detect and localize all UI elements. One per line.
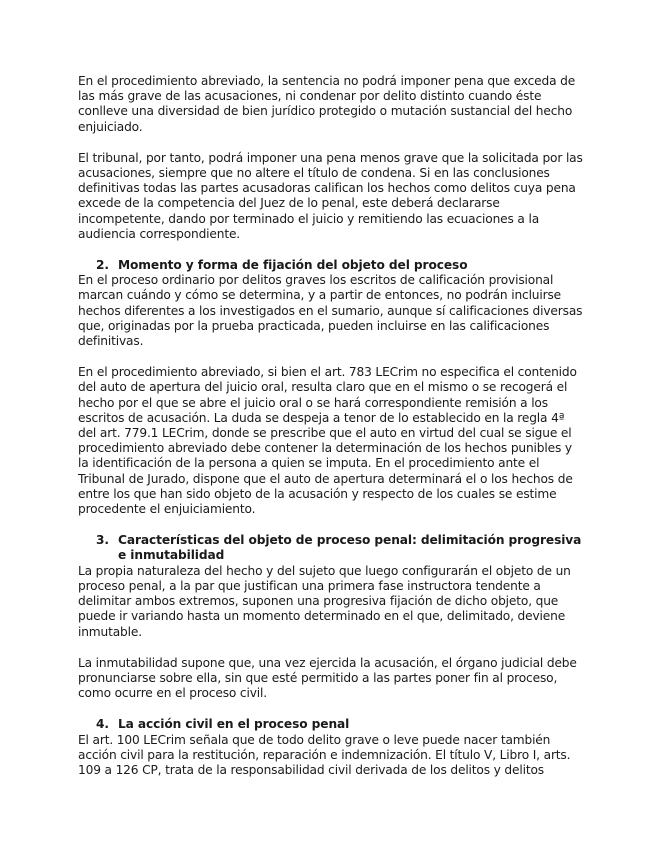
section-4-number: 4. xyxy=(96,717,109,732)
section-2-title: Momento y forma de fijación del objeto del proceso xyxy=(118,258,468,273)
section-4-paragraph-1: El art. 100 LECrim señala que de todo delito grave o leve puede nacer también acción civil para la restitución, reparación e indemnización. El título V, Libro I, arts. 109 a 126 CP, trata de la responsabilidad civil derivada de los delitos y delitos xyxy=(78,732,571,777)
paragraph-intro-2: El tribunal, por tanto, podrá imponer una pena menos grave que la solicitada por las acusaciones, siempre que no altere el título de condena. Si en las conclusiones definitivas todas las partes acusadoras califican los hechos como delitos cuya pena excede de la competencia del Juez de lo penal, este deberá declararse incompetente, dando por terminado el juicio y remitiendo las ecuaciones a la audiencia correspondiente. xyxy=(78,150,583,241)
section-2-number: 2. xyxy=(96,258,109,273)
section-4-heading xyxy=(78,717,583,732)
section-3-title: Características del objeto de proceso penal: delimitación progresiva e inmutabilidad xyxy=(118,533,582,563)
section-3-heading xyxy=(78,533,583,563)
document-body xyxy=(78,74,583,794)
section-3 xyxy=(78,533,583,701)
section-4 xyxy=(78,717,583,778)
section-2-paragraph-2: En el procedimiento abreviado, si bien el art. 783 LECrim no especifica el contenido del auto de apertura del juicio oral, resulta claro que en el mismo o se recogerá el hecho por el que se abre el juicio oral o se hará correspondiente remisión a los escritos de acusación. La duda se despeja a tenor de lo establecido en la regla 4ª del art. 779.1 LECrim, donde se prescribe que el auto en virtud del cual se sigue el procedimiento abreviado debe contener la determinación de los hechos punibles y la identificación de la persona a quien se imputa. En el procedimiento ante el Tribunal de Jurado, dispone que el auto de apertura determinará el o los hechos de entre los que han sido objeto de la acusación y respecto de los cuales se estime procedente el enjuiciamiento. xyxy=(78,365,577,517)
section-3-paragraph-2: La inmutabilidad supone que, una vez ejercida la acusación, el órgano judicial debe pronunciarse sobre ella, sin que esté permitido a las partes poner fin al proceso, como ocurre en el proceso civil. xyxy=(78,655,577,701)
section-2 xyxy=(78,258,583,517)
paragraph-intro-1: En el procedimiento abreviado, la sentencia no podrá imponer pena que exceda de las más grave de las acusaciones, ni condenar por delito distinto cuando éste conlleve una diversidad de bien jurídico protegido o mutación sustancial del hecho enjuiciado. xyxy=(78,74,576,134)
section-4-title: La acción civil en el proceso penal xyxy=(118,717,350,732)
section-2-paragraph-1: En el proceso ordinario por delitos graves los escritos de calificación provisional marcan cuándo y cómo se determina, y a partir de entonces, no podrán incluirse hechos diferentes a los investigados en el sumario, aunque sí calificaciones diversas que, originadas por la prueba practicada, pueden incluirse en las calificaciones definitivas. xyxy=(78,273,583,349)
section-3-paragraph-1: La propia naturaleza del hecho y del sujeto que luego configurarán el objeto de un proceso penal, a la par que justifican una primera fase instructora tendente a delimitar ambos extremos, suponen una progresiva fijación de dicho objeto, que puede ir variando hasta un momento determinado en el que, delimitado, deviene inmutable. xyxy=(78,563,571,639)
section-3-number: 3. xyxy=(96,533,109,548)
section-2-heading xyxy=(78,258,583,273)
